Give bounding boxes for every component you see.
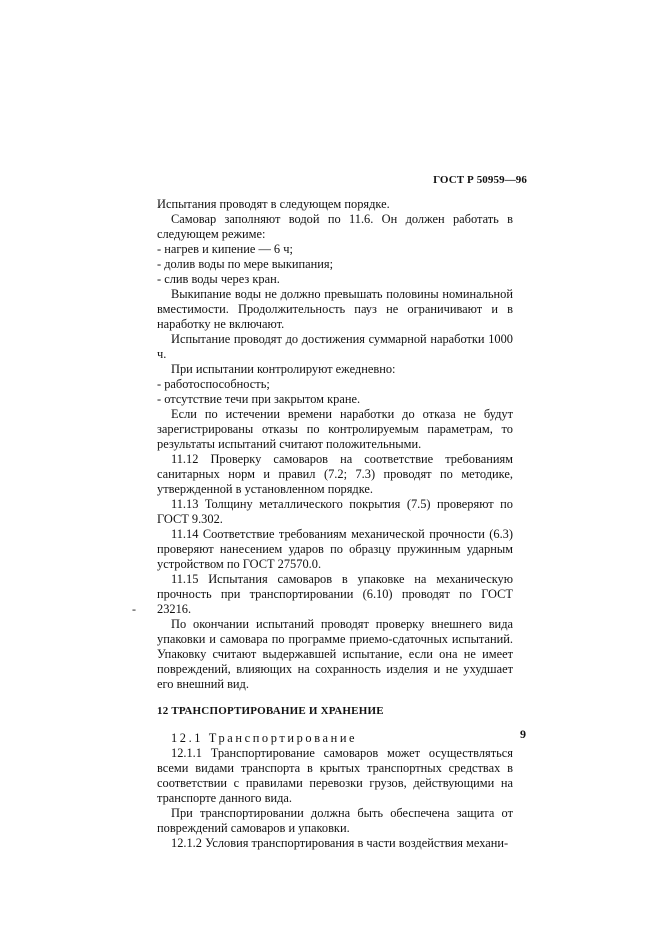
body-paragraph: Выкипание воды не должно превышать половины номинальной вместимости. Продолжительность пауз не ограничивают и в наработку не включают. bbox=[157, 287, 513, 331]
list-item: - отсутствие течи при закрытом кране. bbox=[157, 392, 361, 406]
clause-11-12: 11.12 Проверку самоваров на соответствие требованиям санитарных норм и правил (7.2; 7.3) проводят по методике, утвержденной в установленном порядке. bbox=[157, 452, 513, 496]
body-paragraph: Если по истечении времени наработки до отказа не будут зарегистрированы отказы по контролируемым параметрам, то результаты испытаний считают положительными. bbox=[157, 407, 513, 451]
body-paragraph: Самовар заполняют водой по 11.6. Он должен работать в следующем режиме: bbox=[157, 212, 513, 241]
page-number: 9 bbox=[520, 727, 526, 741]
document-code-header: ГОСТ Р 50959—96 bbox=[433, 174, 527, 186]
subsection-heading: 12.1 Транспортирование bbox=[171, 731, 358, 745]
clause-11-15: 11.15 Испытания самоваров в упаковке на механическую прочность при транспортировании (6.10) проводят по ГОСТ 23216. bbox=[157, 572, 513, 616]
clause-12-1-2: 12.1.2 Условия транспортирования в части воздействия механи- bbox=[171, 836, 509, 850]
clause-12-1-1: 12.1.1 Транспортирование самоваров может осуществляться всеми видами транспорта в крытых транспортных средствах в соответствии с правилами перевозки грузов, действующими на транспорте данного вида. bbox=[157, 746, 513, 805]
list-item: - нагрев и кипение — 6 ч; bbox=[157, 242, 293, 256]
body-paragraph: Испытание проводят до достижения суммарной наработки 1000 ч. bbox=[157, 332, 513, 361]
list-item: - слив воды через кран. bbox=[157, 272, 280, 286]
section-title: 12 ТРАНСПОРТИРОВАНИЕ И ХРАНЕНИЕ bbox=[157, 705, 384, 717]
body-paragraph: При транспортировании должна быть обеспечена защита от повреждений самоваров и упаковки. bbox=[157, 806, 513, 835]
document-body bbox=[157, 197, 513, 851]
clause-11-13: 11.13 Толщину металлического покрытия (7.5) проверяют по ГОСТ 9.302. bbox=[157, 497, 513, 526]
body-paragraph: Испытания проводят в следующем порядке. bbox=[157, 197, 390, 211]
list-item: - работоспособность; bbox=[157, 377, 270, 391]
margin-dash: - bbox=[132, 602, 136, 616]
clause-11-14: 11.14 Соответствие требованиям механической прочности (6.3) проверяют нанесением ударов по образцу пружинным ударным устройством по ГОСТ 27570.0. bbox=[157, 527, 513, 571]
body-paragraph: По окончании испытаний проводят проверку внешнего вида упаковки и самовара по программе приемо-сдаточных испытаний. Упаковку считают выдержавшей испытание, если она не имеет повреждений, влияющих на сохранность изделия и не ухудшает его внешний вид. bbox=[157, 617, 513, 691]
list-item: - долив воды по мере выкипания; bbox=[157, 257, 334, 271]
body-paragraph: При испытании контролируют ежедневно: bbox=[171, 362, 396, 376]
